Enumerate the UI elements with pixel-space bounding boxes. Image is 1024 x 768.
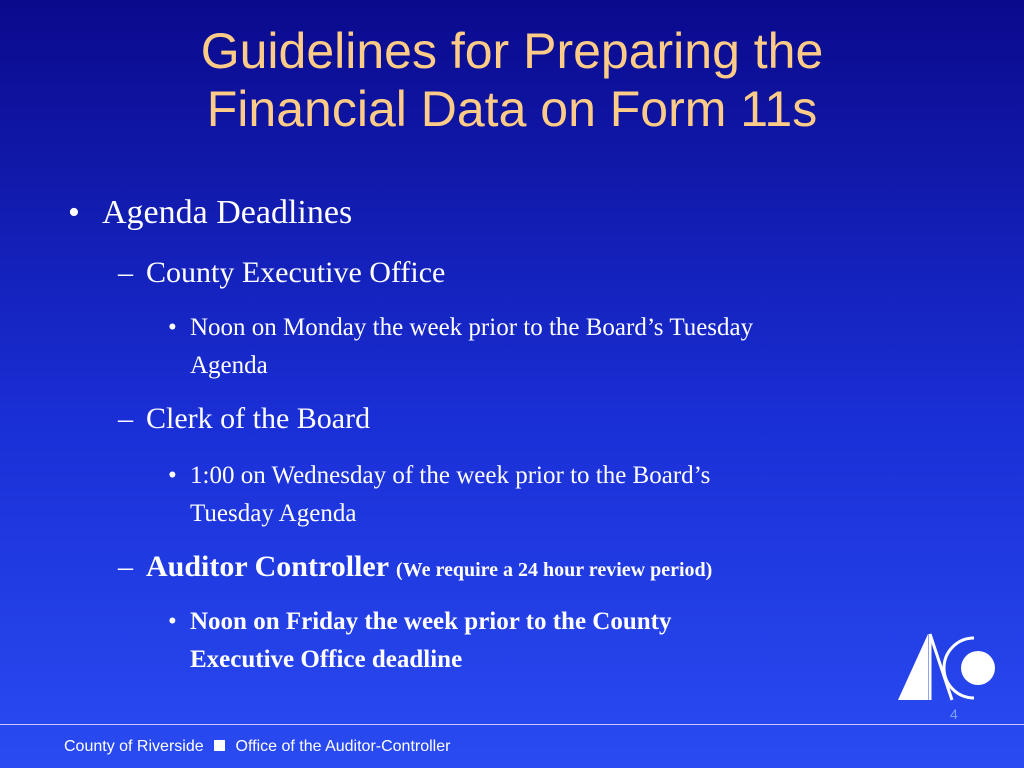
title-line-2: Financial Data on Form 11s (206, 81, 818, 137)
footer-divider (0, 724, 1024, 725)
dash-bullet: – (118, 402, 133, 435)
auditor-controller-logo-icon (894, 632, 998, 704)
footer-separator-icon (214, 740, 225, 751)
bullet-level3: • (168, 462, 177, 489)
subheading-clerk-of-the-board: Clerk of the Board (146, 402, 371, 435)
subheading-county-executive-office: County Executive Office (146, 256, 446, 289)
review-period-note: (We require a 24 hour review period) (396, 559, 713, 581)
dash-bullet: – (118, 256, 133, 289)
footer-office: Office of the Auditor-Controller (235, 738, 451, 755)
detail-cea-line2: Agenda (190, 352, 268, 379)
logo-slash (930, 634, 952, 700)
detail-auditor-line1: Noon on Friday the week prior to the County (190, 608, 672, 635)
heading-agenda-deadlines: Agenda Deadlines (102, 194, 353, 231)
bullet-level1: • (68, 194, 80, 231)
detail-clerk-line2: Tuesday Agenda (190, 500, 357, 527)
logo-triangle (898, 634, 928, 700)
footer-org: County of Riverside (64, 738, 204, 755)
bullet-level3: • (168, 314, 177, 341)
footer (64, 738, 450, 756)
detail-auditor-line2: Executive Office deadline (190, 646, 463, 673)
subheading-auditor-controller (146, 550, 712, 584)
detail-clerk-line1: 1:00 on Wednesday of the week prior to the Board’s (190, 462, 711, 489)
dash-bullet: – (118, 550, 133, 583)
detail-cea-line1: Noon on Monday the week prior to the Board’s Tuesday (190, 314, 754, 341)
auditor-controller-label: Auditor Controller (146, 550, 389, 583)
page-number: 4 (950, 706, 958, 722)
logo-circle (961, 651, 995, 685)
bullet-level3: • (168, 608, 177, 635)
title-line-1: Guidelines for Preparing the (200, 23, 824, 79)
